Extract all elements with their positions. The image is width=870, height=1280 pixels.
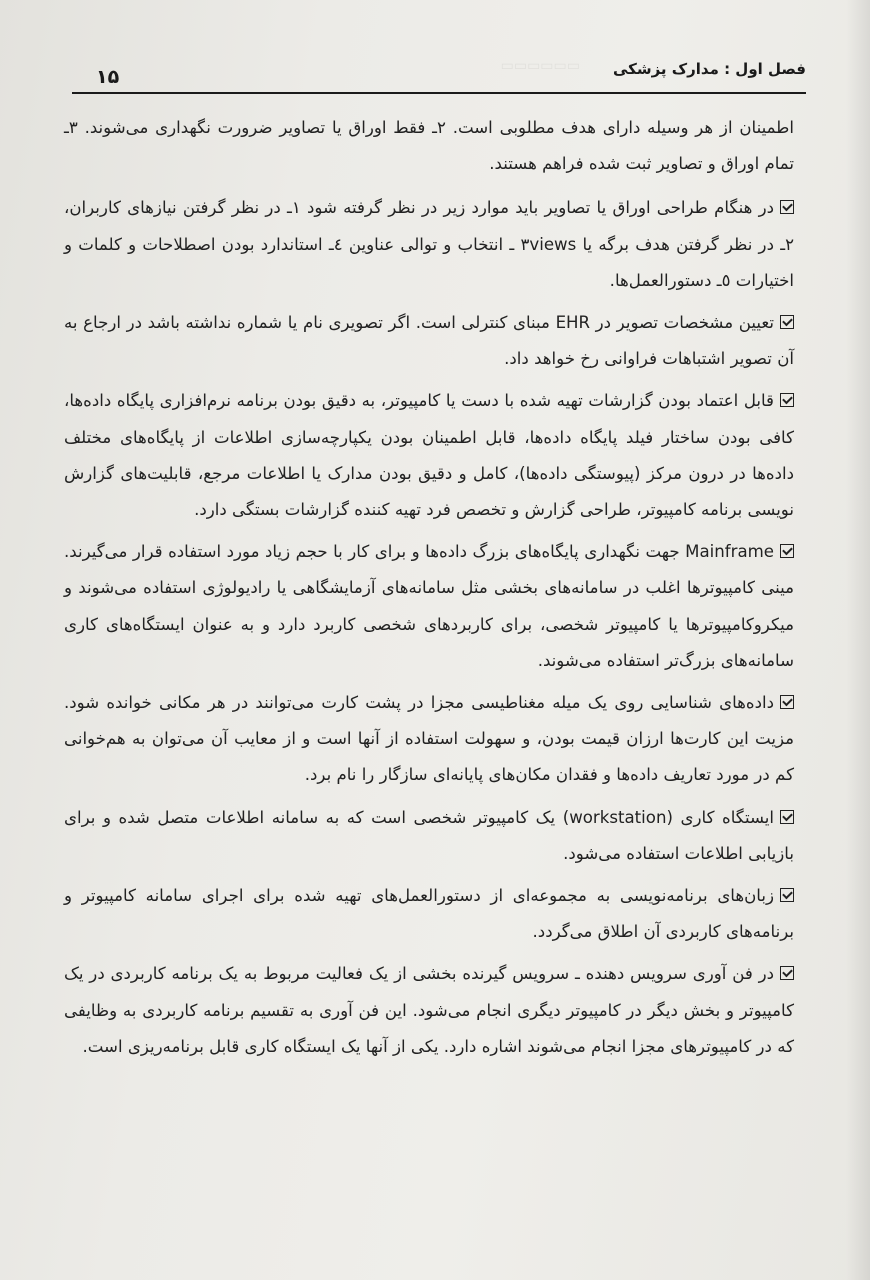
page-number: ۱۵ bbox=[96, 66, 120, 88]
checkbox-bullet-icon bbox=[780, 810, 794, 824]
paragraph-text: تعیین مشخصات تصویر در EHR مبنای کنترلی است. اگر تصویری نام یا شماره نداشته باشد در ارجاع به آن تصویر اشتباهات فراوانی رخ خواهد داد. bbox=[64, 313, 794, 369]
bullet-paragraph bbox=[64, 685, 794, 794]
bullet-paragraph bbox=[64, 383, 794, 528]
paragraph-text: ایستگاه کاری (workstation) یک کامپیوتر شخصی است که به سامانه اطلاعات متصل شده و برای بازیابی اطلاعات استفاده می‌شود. bbox=[64, 807, 794, 863]
paragraph-text: قابل اعتماد بودن گزارشات تهیه شده با دست یا کامپیوتر، به دقیق بودن برنامه نرم‌افزاری پایگاه داده‌ها، کافی بودن ساختار فیلد پایگاه داده‌ها، قابل اطمینان بودن یکپارچه‌سازی اطلاعات از پایگاه‌های مختلف داده‌ها در درون مرکز (پیوستگی داده‌ها)، کامل و دقیق بودن مدارک یا اطلاعات مرجع، قابلیت‌های گزارش نویسی برنامه کامپیوتر، طراحی گزارش و تخصص فرد تهیه کننده گزارشات بستگی دارد. bbox=[64, 391, 794, 520]
bullet-paragraph bbox=[64, 534, 794, 679]
checkbox-bullet-icon bbox=[780, 393, 794, 407]
checkbox-bullet-icon bbox=[780, 888, 794, 902]
checkbox-bullet-icon bbox=[780, 966, 794, 980]
checkbox-bullet-icon bbox=[780, 315, 794, 329]
bleed-through-text: ▭▭▭▭▭▭ bbox=[500, 58, 580, 74]
checkbox-bullet-icon bbox=[780, 695, 794, 709]
paragraph-text: Mainframe جهت نگهداری پایگاه‌های بزرگ داده‌ها و برای کار با حجم زیاد مورد استفاده قرار می‌گیرند. مینی کامپیوترها اغلب در سامانه‌های بخشی مثل سامانه‌های آزمایشگاهی یا رادیولوژی استفاده می‌شوند و میکروکامپیوترها یا کامپیوتر شخصی، برای کاربردهای شخصی کاربرد دارد و به عنوان ایستگاه‌های کاری سامانه‌های بزرگ‌تر استفاده می‌شوند. bbox=[64, 542, 794, 670]
paragraph-text: در هنگام طراحی اوراق یا تصاویر باید موارد زیر در نظر گرفته شود ۱ـ در نظر گرفتن نیازهای کاربران، ۲ـ در نظر گرفتن هدف برگه یا ۳views ـ انتخاب و توالی عناوین ٤ـ استاندارد بودن اصطلاحات و کلمات و اختیارات ٥ـ دستورالعمل‌ها. bbox=[64, 198, 794, 290]
bullet-paragraph bbox=[64, 190, 794, 299]
header-rule bbox=[72, 92, 806, 94]
bullet-paragraph bbox=[64, 956, 794, 1065]
checkbox-bullet-icon bbox=[780, 544, 794, 558]
paragraph-text: داده‌های شناسایی روی یک میله مغناطیسی مجزا در پشت کارت می‌توانند در هر مکانی خوانده شود. مزیت این کارت‌ها ارزان قیمت بودن، و سهولت استفاده از آنها است و از معایب آن می‌توان به هم‌خوانی کم در مورد تعاریف داده‌ها و فقدان مکان‌های پایانه‌ای سازگار را نام برد. bbox=[64, 693, 794, 785]
paragraph-text: در فن آوری سرویس دهنده ـ سرویس گیرنده بخشی از یک فعالیت مربوط به یک برنامه کاربردی در یک کامپیوتر و بخش دیگر در کامپیوتر دیگری انجام می‌شود. این فن آوری به تقسیم برنامه کاربردی به وظایفی که در کامپیوترهای مجزا انجام می‌شوند اشاره دارد. یکی از آنها یک ایستگاه کاری قابل برنامه‌ریزی است. bbox=[64, 964, 794, 1056]
paragraph bbox=[64, 110, 794, 182]
chapter-title: فصل اول : مدارک پزشکی bbox=[612, 60, 806, 78]
page-header bbox=[72, 52, 806, 92]
page-body bbox=[64, 110, 794, 1220]
bullet-paragraph bbox=[64, 878, 794, 950]
paragraph-text: اطمینان از هر وسیله دارای هدف مطلوبی است. ۲ـ فقط اوراق یا تصاویر ضرورت نگهداری می‌شوند. ۳ـ تمام اوراق و تصاویر ثبت شده فراهم هستند. bbox=[64, 118, 794, 174]
bullet-paragraph bbox=[64, 800, 794, 872]
bullet-paragraph bbox=[64, 305, 794, 377]
paragraph-text: زبان‌های برنامه‌نویسی به مجموعه‌ای از دستورالعمل‌های تهیه شده برای اجرای سامانه کامپیوتر و برنامه‌های کاربردی آن اطلاق می‌گردد. bbox=[64, 886, 794, 942]
page-edge-shadow bbox=[846, 0, 870, 1280]
checkbox-bullet-icon bbox=[780, 200, 794, 214]
